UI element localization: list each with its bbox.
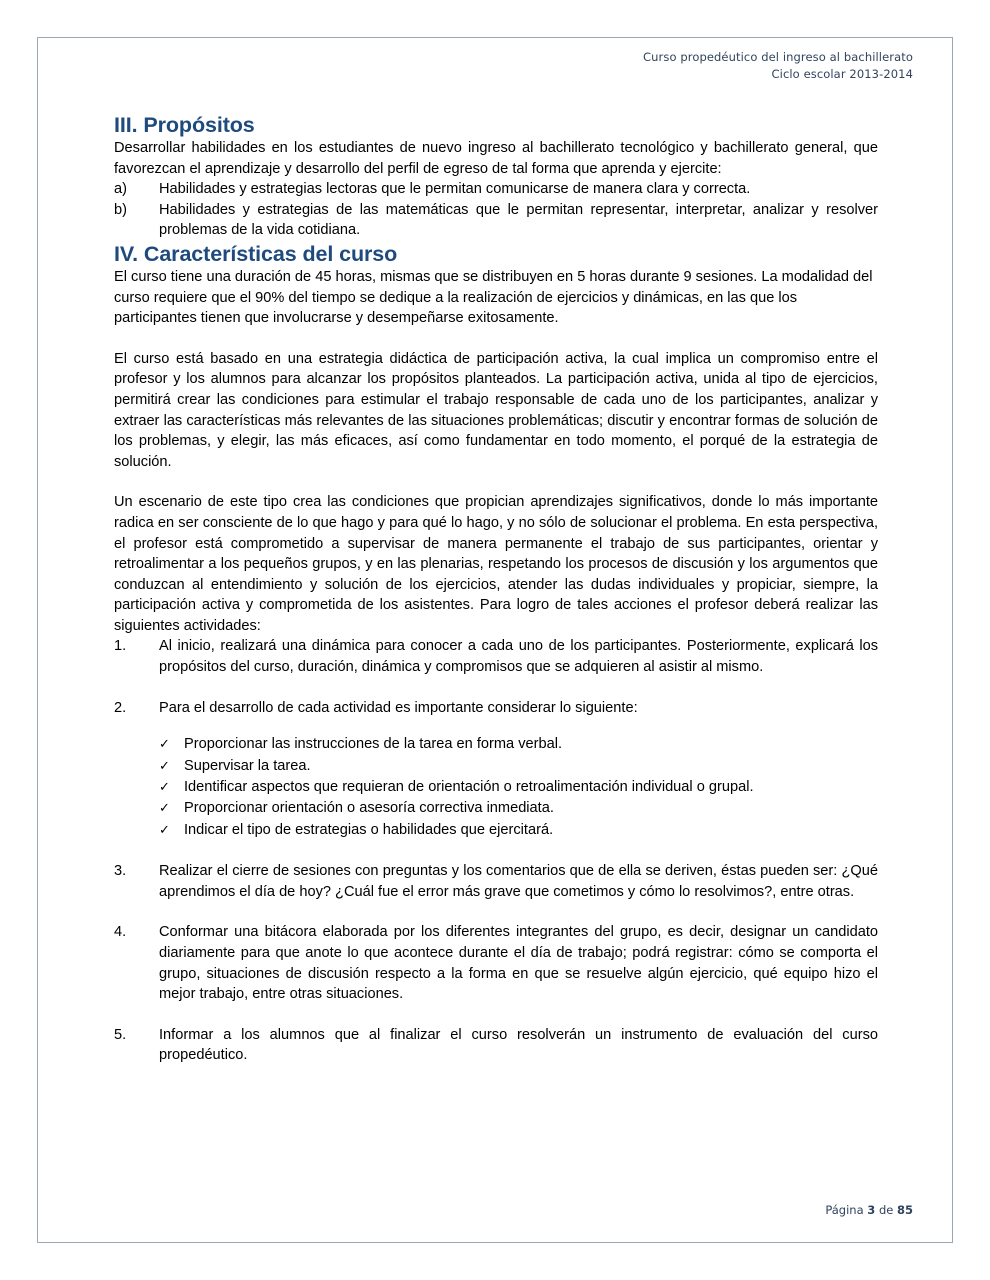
list-marker: b) <box>114 201 127 218</box>
list-marker: 4. <box>114 924 127 941</box>
list-item <box>159 820 878 841</box>
activity-checklist <box>159 734 878 841</box>
footer-total-pages: 85 <box>896 1203 913 1217</box>
list-item <box>114 200 878 241</box>
caracteristicas-paragraph-1: El curso tiene una duración de 45 horas, mismas que se distribuyen en 5 horas durante 9 sesiones. La modalidad del curso requiere que el 90% del tiempo se dedique a la realización de ejercicios y dinámicas, en las que los participantes tienen que involucrarse y desempeñarse exitosamente. <box>114 268 873 327</box>
list-marker: 2. <box>114 699 127 716</box>
list-item <box>114 922 878 1004</box>
check-icon: ✓ <box>159 801 170 817</box>
footer-label-de: de <box>878 1203 894 1217</box>
caracteristicas-paragraph-3: Un escenario de este tipo crea las condiciones que propician aprendizajes significativos, donde lo más importante radica en ser consciente de lo que hago y para qué lo hago, y no sólo de solucionar el problema. En esta perspectiva, el profesor está comprometido a supervisar de manera permanente el trabajo de sus participantes, orientar y retroalimentar a los pequeños grupos, y en las plenarias, respetando los procesos de discusión y los argumentos que conduzcan al entendimiento y solución de los ejercicios, atender las dudas individuales y propiciar, siempre, la participación activa y comprometida de los asistentes. Para logro de tales acciones el profesor deberá realizar las siguientes actividades: <box>114 494 878 634</box>
document-footer <box>825 1202 913 1218</box>
list-marker: 5. <box>114 1026 127 1043</box>
list-item <box>114 698 878 842</box>
check-icon: ✓ <box>159 737 170 753</box>
header-line-cycle: Ciclo escolar 2013-2014 <box>771 66 913 81</box>
check-icon: ✓ <box>159 780 170 796</box>
checklist-item-text: Indicar el tipo de estrategias o habilidades que ejercitará. <box>184 821 554 838</box>
document-page <box>37 37 953 1243</box>
list-marker: a) <box>114 181 127 198</box>
document-header <box>643 49 913 82</box>
list-marker: 1. <box>114 638 127 655</box>
propositos-intro-paragraph: Desarrollar habilidades en los estudiantes de nuevo ingreso al bachillerato tecnológico y bachillerato general, que favorezcan el aprendizaje y desarrollo del perfil de egreso de tal forma que aprenda y ejercite: <box>114 140 878 177</box>
check-icon: ✓ <box>159 822 170 838</box>
list-item <box>159 734 878 755</box>
section-heading-caracteristicas: IV. Características del curso <box>114 241 398 266</box>
document-content <box>114 112 878 1066</box>
footer-page-number: 3 <box>867 1203 876 1217</box>
section-heading-propositos: III. Propósitos <box>114 113 255 137</box>
list-item-text: Para el desarrollo de cada actividad es importante considerar lo siguiente: <box>159 699 638 716</box>
list-marker: 3. <box>114 863 127 880</box>
list-item <box>114 179 878 200</box>
list-item-text: Conformar una bitácora elaborada por los diferentes integrantes del grupo, es decir, designar un candidato diariamente para que anote lo que acontece durante el día de trabajo; podrá registrar: cómo se comporta el grupo, situaciones de discusión respecto a la forma en que se resuelve algún ejercicio, qué equipo hizo el mejor trabajo, entre otras situaciones. <box>159 924 878 1003</box>
list-item-text: Habilidades y estrategias de las matemáticas que le permitan representar, interpretar, analizar y resolver problemas de la vida cotidiana. <box>159 201 878 239</box>
checklist-item-text: Proporcionar las instrucciones de la tarea en forma verbal. <box>184 736 563 753</box>
header-line-course: Curso propedéutico del ingreso al bachillerato <box>643 50 913 64</box>
list-item <box>159 798 878 819</box>
checklist-item-text: Identificar aspectos que requieran de orientación o retroalimentación individual o grupal. <box>184 779 754 796</box>
list-item <box>114 636 878 677</box>
footer-label-pagina: Página <box>825 1203 864 1217</box>
list-item <box>159 777 878 798</box>
list-item-text: Informar a los alumnos que al finalizar el curso resolverán un instrumento de evaluación del curso propedéutico. <box>159 1026 878 1064</box>
propositos-lettered-list <box>114 179 878 241</box>
list-item <box>114 1025 878 1066</box>
list-item <box>114 861 878 902</box>
list-item-text: Realizar el cierre de sesiones con preguntas y los comentarios que de ella se deriven, éstas pueden ser: ¿Qué aprendimos el día de hoy? ¿Cuál fue el error más grave que cometimos y cómo lo resolvimos?, entre otras. <box>159 863 878 900</box>
check-icon: ✓ <box>159 758 170 774</box>
checklist-item-text: Supervisar la tarea. <box>184 757 311 774</box>
activities-numbered-list <box>114 636 878 1066</box>
list-item-text: Habilidades y estrategias lectoras que le permitan comunicarse de manera clara y correcta. <box>159 181 751 198</box>
list-item <box>159 756 878 777</box>
checklist-item-text: Proporcionar orientación o asesoría correctiva inmediata. <box>184 800 554 817</box>
list-item-text: Al inicio, realizará una dinámica para conocer a cada uno de los participantes. Posteriormente, explicará los propósitos del curso, duración, dinámica y compromisos que se adquieren al asistir al mismo. <box>159 638 878 676</box>
caracteristicas-paragraph-2: El curso está basado en una estrategia didáctica de participación activa, la cual implica un compromiso entre el profesor y los alumnos para alcanzar los propósitos planteados. La participación activa, unida al tipo de ejercicios, permitirá crear las condiciones para estimular el trabajo responsable de cada uno de los participantes, analizar y extraer las características más relevantes de las situaciones problemáticas; discutir y encontrar formas de solución de los problemas, y elegir, las más eficaces, así como fundamentar en todo momento, el porqué de la estrategia de solución. <box>114 350 878 470</box>
